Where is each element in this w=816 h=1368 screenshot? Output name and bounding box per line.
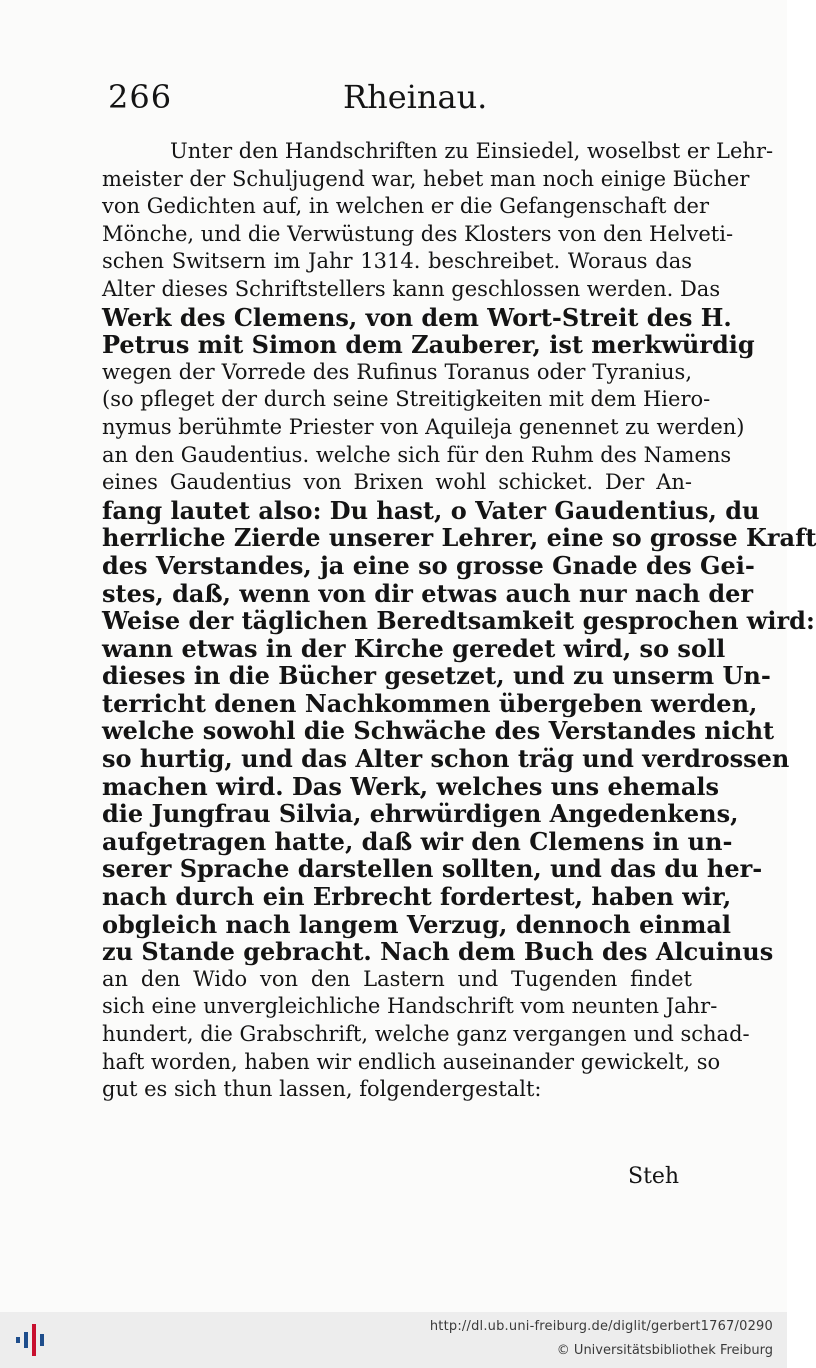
text-line: wann etwas in der Kirche geredet wird, so soll: [102, 633, 726, 663]
page-number: 266: [108, 78, 173, 116]
text-line: zu Stande gebracht. Nach dem Buch des Alcuinus: [102, 937, 774, 967]
text-line: Alter dieses Schriftstellers kann geschlossen werden. Das: [102, 276, 721, 301]
text-line: aufgetragen hatte, daß wir den Clemens in un-: [102, 826, 733, 856]
text-line: an den Gaudentius. welche sich für den Ruhm des Namens: [102, 442, 732, 467]
viewer-footer: [0, 1312, 787, 1368]
text-line: hundert, die Grabschrift, welche ganz vergangen und schad-: [102, 1022, 750, 1046]
text-line: dieses in die Bücher gesetzet, und zu unserm Un-: [102, 661, 771, 691]
text-line: so hurtig, und das Alter schon träg und verdrossen: [102, 744, 790, 774]
text-line: Weise der täglichen Beredtsamkeit gesprochen wird:: [102, 606, 815, 636]
text-line: obgleich nach langem Verzug, dennoch einmal: [102, 909, 732, 939]
text-line: terricht denen Nachkommen übergeben werden,: [102, 688, 758, 718]
running-title: Rheinau.: [343, 78, 488, 116]
text-line: serer Sprache darstellen sollten, und das du her-: [102, 854, 763, 884]
catchword: Steh: [628, 1164, 680, 1189]
text-line: nymus berühmte Priester von Aquileja genennet zu werden): [102, 414, 745, 439]
library-logo-icon: [14, 1320, 50, 1360]
text-line: schen Switsern im Jahr 1314. beschreibet. Woraus das: [102, 249, 692, 274]
text-line: eines Gaudentius von Brixen wohl schicket. Der An-: [102, 470, 692, 495]
permalink-url[interactable]: http://dl.ub.uni-freiburg.de/diglit/gerbert1767/0290: [429, 1319, 773, 1334]
body-text: [102, 138, 816, 1104]
text-line: des Verstandes, ja eine so grosse Gnade des Gei-: [102, 550, 755, 580]
copyright-notice: © Universitätsbibliothek Freiburg: [556, 1343, 773, 1358]
text-line: herrliche Zierde unserer Lehrer, eine so grosse Kraft: [102, 523, 816, 553]
page-header: [108, 78, 688, 128]
text-line: die Jungfrau Silvia, ehrwürdigen Angedenkens,: [102, 799, 739, 829]
text-line: Mönche, und die Verwüstung des Klosters von den Helveti-: [102, 221, 734, 246]
text-line: (so pfleget der durch seine Streitigkeiten mit dem Hiero-: [102, 387, 711, 412]
text-line: nach durch ein Erbrecht fordertest, haben wir,: [102, 882, 732, 912]
text-line: welche sowohl die Schwäche des Verstandes nicht: [102, 716, 775, 746]
text-line: sich eine unvergleichliche Handschrift vom neunten Jahr-: [102, 994, 718, 1019]
text-line: meister der Schuljugend war, hebet man noch einige Bücher: [102, 166, 750, 191]
text-line: fang lautet also: Du hast, o Vater Gaudentius, du: [102, 495, 760, 525]
text-line: gut es sich thun lassen, folgendergestalt:: [102, 1077, 542, 1102]
text-line: Petrus mit Simon dem Zauberer, ist merkwürdig: [102, 330, 755, 360]
text-line: machen wird. Das Werk, welches uns ehemals: [102, 771, 720, 801]
text-line: Unter den Handschriften zu Einsiedel, woselbst er Lehr-: [170, 139, 774, 163]
text-line: an den Wido von den Lastern und Tugenden findet: [102, 966, 692, 991]
text-line: stes, daß, wenn von dir etwas auch nur nach der: [102, 578, 754, 608]
text-line: wegen der Vorrede des Rufinus Toranus oder Tyranius,: [102, 359, 692, 384]
text-line: von Gedichten auf, in welchen er die Gefangenschaft der: [102, 194, 709, 219]
text-line: haft worden, haben wir endlich auseinander gewickelt, so: [102, 1049, 721, 1074]
text-line: Werk des Clemens, von dem Wort-Streit des H.: [102, 302, 732, 332]
